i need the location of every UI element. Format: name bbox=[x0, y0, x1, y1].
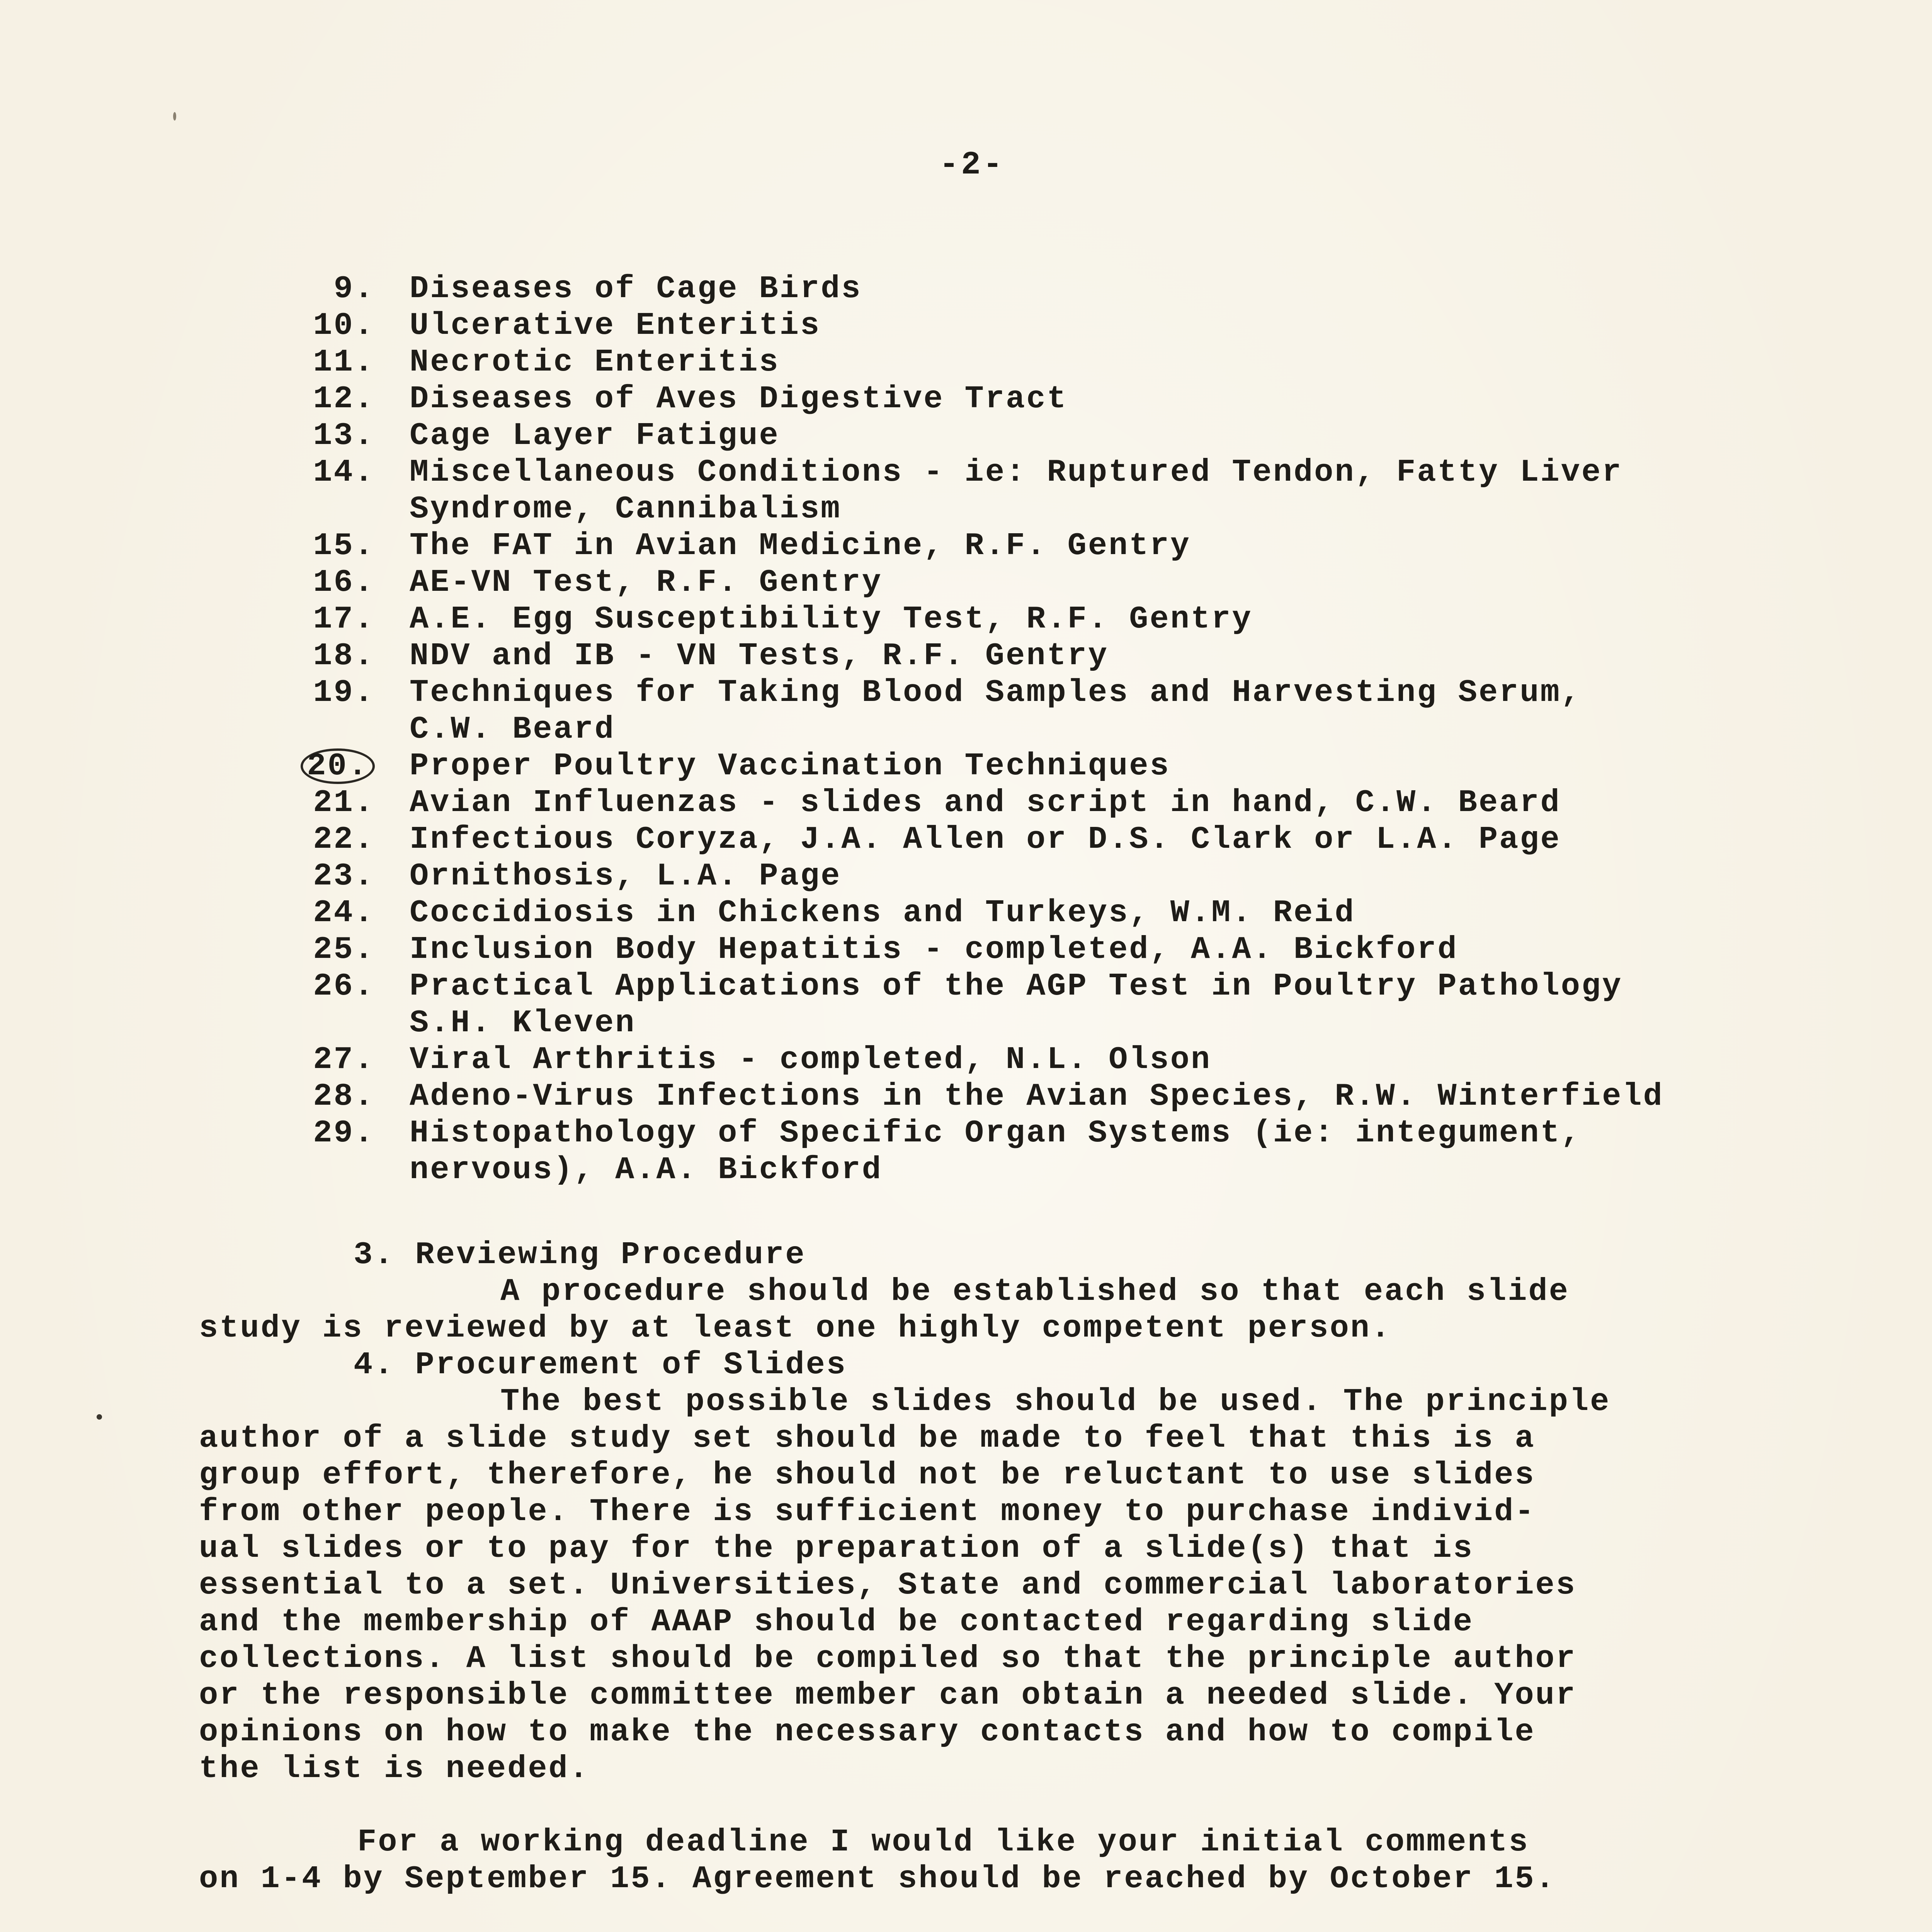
item-text: NDV and IB - VN Tests, R.F. Gentry bbox=[410, 638, 1109, 674]
item-text-continued: Syndrome, Cannibalism bbox=[410, 491, 842, 527]
paragraph-line: author of a slide study set should be made to feel that this is a bbox=[199, 1420, 1536, 1456]
page-number: -2- bbox=[939, 147, 1005, 184]
list-item bbox=[232, 270, 1816, 307]
item-text: A.E. Egg Susceptibility Test, R.F. Gentry bbox=[410, 601, 1253, 637]
list-item bbox=[232, 968, 1816, 1041]
item-text-continued: C.W. Beard bbox=[410, 711, 616, 747]
item-number: 22. bbox=[313, 821, 375, 857]
paragraph-line: and the membership of AAAP should be contacted regarding slide bbox=[199, 1604, 1474, 1640]
list-item bbox=[232, 307, 1816, 344]
item-text: Necrotic Enteritis bbox=[410, 344, 780, 380]
item-number: 25. bbox=[313, 932, 375, 968]
item-number: 24. bbox=[313, 895, 375, 931]
paragraph-line: or the responsible committee member can obtain a needed slide. Your bbox=[199, 1677, 1577, 1713]
item-number: 19. bbox=[313, 675, 375, 711]
item-number: 16. bbox=[313, 565, 375, 600]
item-number: 26. bbox=[313, 968, 375, 1004]
item-text: Ulcerative Enteritis bbox=[410, 308, 821, 344]
list-item bbox=[232, 784, 1816, 821]
list-item bbox=[232, 454, 1816, 527]
item-text-continued: S.H. Kleven bbox=[410, 1005, 636, 1041]
list-item bbox=[232, 931, 1816, 968]
item-number: 9. bbox=[333, 271, 375, 307]
item-number: 12. bbox=[313, 381, 375, 417]
list-item bbox=[232, 674, 1816, 748]
section-heading: 3. Reviewing Procedure bbox=[354, 1237, 806, 1273]
item-number: 29. bbox=[313, 1115, 375, 1151]
paper-speck bbox=[97, 1414, 102, 1420]
paragraph-line: essential to a set. Universities, State and commercial laboratories bbox=[199, 1567, 1577, 1603]
list-item bbox=[232, 748, 1816, 784]
item-text: Diseases of Aves Digestive Tract bbox=[410, 381, 1068, 417]
paragraph-line: on 1-4 by September 15. Agreement should be reached by October 15. bbox=[199, 1861, 1556, 1897]
item-number: 14. bbox=[313, 454, 375, 490]
paragraph-line: study is reviewed by at least one highly competent person. bbox=[199, 1310, 1392, 1346]
paragraph-line: For a working deadline I would like your initial comments bbox=[357, 1824, 1529, 1860]
item-number: 28. bbox=[313, 1078, 375, 1114]
paragraph-line: The best possible slides should be used. The principle bbox=[500, 1384, 1611, 1420]
paragraph-line: ual slides or to pay for the preparation of a slide(s) that is bbox=[199, 1531, 1474, 1566]
item-number: 17. bbox=[313, 601, 375, 637]
item-number: 13. bbox=[313, 418, 375, 454]
paragraph-line: A procedure should be established so that each slide bbox=[500, 1274, 1570, 1310]
list-item bbox=[232, 417, 1816, 454]
paragraph-line: from other people. There is sufficient money to purchase individ- bbox=[199, 1494, 1536, 1530]
item-number: 11. bbox=[313, 344, 375, 380]
item-text: Histopathology of Specific Organ Systems (ie: integument, bbox=[410, 1115, 1582, 1151]
list-item bbox=[232, 527, 1816, 564]
list-item bbox=[232, 1041, 1816, 1078]
list-item bbox=[232, 601, 1816, 638]
item-text: Coccidiosis in Chickens and Turkeys, W.M. Reid bbox=[410, 895, 1355, 931]
list-item bbox=[232, 381, 1816, 417]
paragraph-line: collections. A list should be compiled so that the principle author bbox=[199, 1641, 1577, 1677]
item-text: Infectious Coryza, J.A. Allen or D.S. Clark or L.A. Page bbox=[410, 821, 1561, 857]
item-text: Inclusion Body Hepatitis - completed, A.A. Bickford bbox=[410, 932, 1458, 968]
item-text-continued: nervous), A.A. Bickford bbox=[410, 1152, 883, 1188]
deadline-paragraph bbox=[199, 1824, 1822, 1897]
item-number: 21. bbox=[313, 785, 375, 821]
paragraph-line: group effort, therefore, he should not be reluctant to use slides bbox=[199, 1457, 1536, 1493]
item-text: Diseases of Cage Birds bbox=[410, 271, 862, 307]
list-item bbox=[232, 858, 1816, 895]
item-text: Cage Layer Fatigue bbox=[410, 418, 780, 454]
item-number: 18. bbox=[313, 638, 375, 674]
item-text: Adeno-Virus Infections in the Avian Species, R.W. Winterfield bbox=[410, 1078, 1664, 1114]
item-text: Viral Arthritis - completed, N.L. Olson bbox=[410, 1042, 1212, 1078]
item-text: AE-VN Test, R.F. Gentry bbox=[410, 565, 883, 600]
paragraph-line: opinions on how to make the necessary contacts and how to compile bbox=[199, 1714, 1536, 1750]
list-item bbox=[232, 895, 1816, 931]
section-heading: 4. Procurement of Slides bbox=[354, 1347, 847, 1383]
list-item bbox=[232, 821, 1816, 858]
list-item bbox=[232, 344, 1816, 381]
circled-number: 20. bbox=[301, 748, 375, 784]
item-number: 27. bbox=[313, 1042, 375, 1078]
list-item bbox=[232, 638, 1816, 674]
paper-speck bbox=[173, 112, 176, 121]
paragraph-line: the list is needed. bbox=[199, 1751, 590, 1787]
list-item bbox=[232, 1078, 1816, 1115]
item-text: The FAT in Avian Medicine, R.F. Gentry bbox=[410, 528, 1191, 564]
item-text: Proper Poultry Vaccination Techniques bbox=[410, 748, 1170, 784]
item-text: Practical Applications of the AGP Test in Poultry Pathology bbox=[410, 968, 1623, 1004]
item-text: Miscellaneous Conditions - ie: Ruptured Tendon, Fatty Liver bbox=[410, 454, 1623, 490]
item-text: Ornithosis, L.A. Page bbox=[410, 858, 842, 894]
item-text: Avian Influenzas - slides and script in hand, C.W. Beard bbox=[410, 785, 1561, 821]
item-number-circled bbox=[232, 748, 375, 784]
section-reviewing-procedure bbox=[199, 1236, 1822, 1787]
item-number: 10. bbox=[313, 308, 375, 344]
list-item bbox=[232, 1115, 1816, 1188]
item-text: Techniques for Taking Blood Samples and Harvesting Serum, bbox=[410, 675, 1582, 711]
topic-list bbox=[232, 270, 1816, 1188]
item-number: 15. bbox=[313, 528, 375, 564]
list-item bbox=[232, 564, 1816, 601]
item-number: 23. bbox=[313, 858, 375, 894]
